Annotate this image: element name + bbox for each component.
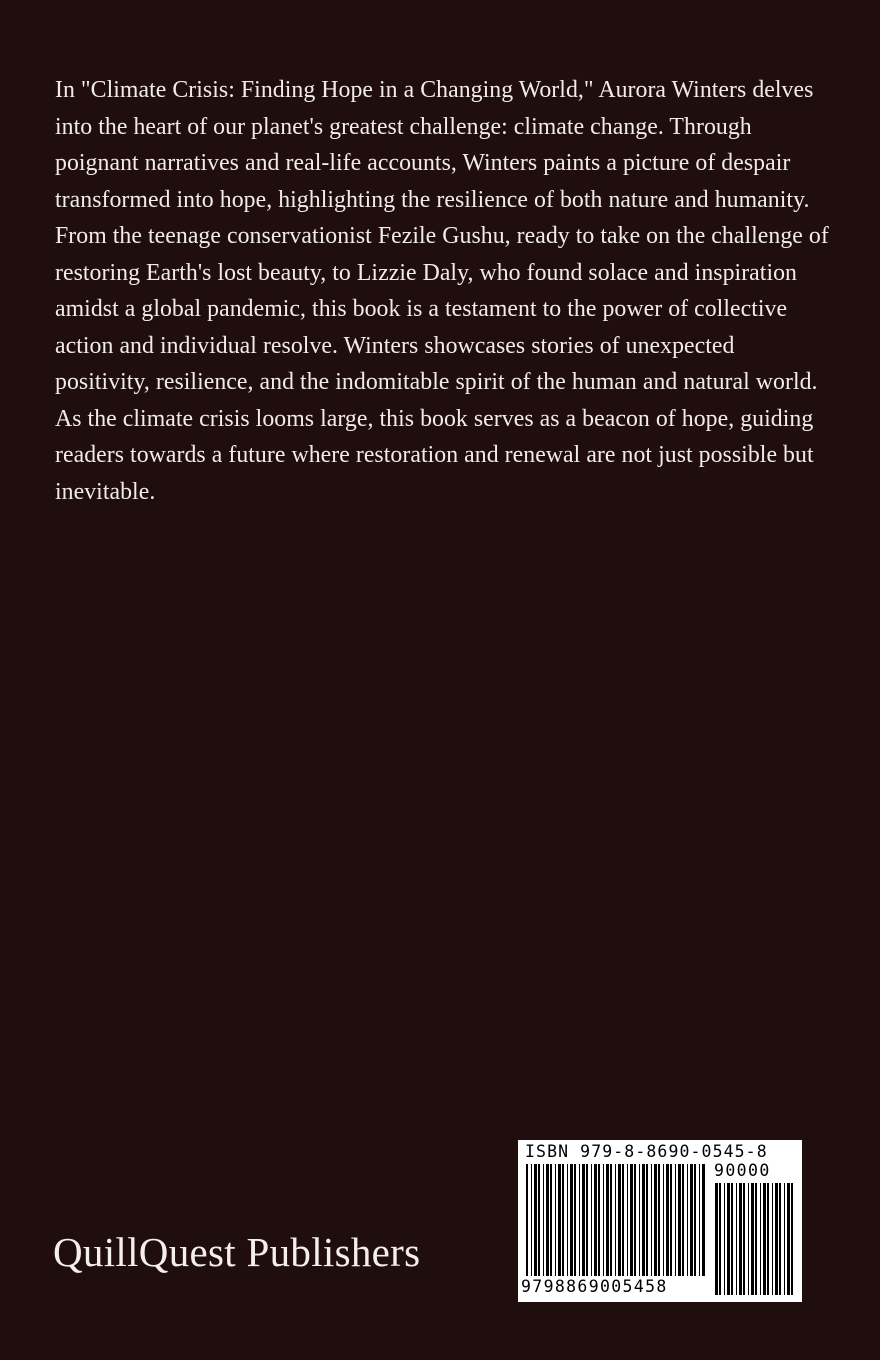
barcode-bar	[594, 1164, 597, 1276]
barcode-bar	[666, 1164, 669, 1276]
addon-bar	[760, 1183, 761, 1295]
barcode-bar	[574, 1164, 576, 1276]
addon-bar	[767, 1183, 769, 1295]
barcode-bar	[678, 1164, 681, 1276]
barcode-bar	[675, 1164, 676, 1276]
barcode-bar	[694, 1164, 696, 1276]
barcode-bar	[558, 1164, 561, 1276]
addon-bar	[719, 1183, 721, 1295]
barcode-bar	[642, 1164, 645, 1276]
barcode-bar	[654, 1164, 657, 1276]
barcode-bar	[567, 1164, 568, 1276]
barcode-bar	[606, 1164, 609, 1276]
publisher-name: QuillQuest Publishers	[53, 1229, 421, 1275]
barcode-bar	[579, 1164, 580, 1276]
barcode-bar	[663, 1164, 664, 1276]
isbn-barcode	[518, 1140, 802, 1302]
barcode-bar	[658, 1164, 660, 1276]
addon-bar	[731, 1183, 733, 1295]
barcode-bar	[702, 1164, 705, 1276]
addon-bar	[779, 1183, 781, 1295]
barcode-bar	[651, 1164, 652, 1276]
addon-bar	[772, 1183, 773, 1295]
addon-bar	[791, 1183, 793, 1295]
barcode-bar	[582, 1164, 585, 1276]
barcode-bar	[618, 1164, 621, 1276]
barcode-bar	[627, 1164, 628, 1276]
barcode-bar	[550, 1164, 552, 1276]
barcode-bar	[546, 1164, 549, 1276]
addon-bar	[775, 1183, 778, 1295]
barcode-bar	[646, 1164, 648, 1276]
barcode-bar	[622, 1164, 624, 1276]
addon-bars	[715, 1183, 793, 1295]
barcode-bar	[543, 1164, 544, 1276]
addon-bar	[787, 1183, 790, 1295]
barcode-bar	[570, 1164, 573, 1276]
barcode-bar	[538, 1164, 540, 1276]
barcode-bar	[526, 1164, 528, 1276]
barcode-bar	[634, 1164, 636, 1276]
addon-bar	[748, 1183, 749, 1295]
ean-bars	[526, 1164, 706, 1276]
addon-bar	[755, 1183, 757, 1295]
addon-bar	[727, 1183, 730, 1295]
barcode-bar	[534, 1164, 537, 1276]
barcode-bar	[687, 1164, 688, 1276]
barcode-bar	[670, 1164, 672, 1276]
isbn-label: ISBN 979-8-8690-0545-8	[525, 1142, 768, 1161]
barcode-bar	[682, 1164, 684, 1276]
barcode-bar	[630, 1164, 633, 1276]
barcode-bar	[531, 1164, 532, 1276]
barcode-digits: 9798869005458	[521, 1277, 668, 1296]
price-addon-code: 90000	[714, 1161, 771, 1180]
addon-bar	[763, 1183, 766, 1295]
addon-bar	[784, 1183, 785, 1295]
barcode-bar	[586, 1164, 588, 1276]
addon-bar	[751, 1183, 754, 1295]
barcode-bar	[699, 1164, 700, 1276]
back-cover-blurb: In "Climate Crisis: Finding Hope in a Changing World," Aurora Winters delves into the heart of our planet's greatest challenge: climate change. Through poignant narratives and real-life accounts, Winters paints a picture of despair transformed into hope, highlighting the resilience of both nature and humanity. From the teenage conservationist Fezile Gushu, ready to take on the challenge of restoring Earth's lost beauty, to Lizzie Daly, who found solace and inspiration amidst a global pandemic, this book is a testament to the power of collective action and individual resolve. Winters showcases stories of unexpected positivity, resilience, and the indomitable spirit of the human and natural world. As the climate crisis looms large, this book serves as a beacon of hope, guiding readers towards a future where restoration and renewal are not just possible but inevitable.	[55, 77, 829, 505]
barcode-bar	[598, 1164, 600, 1276]
barcode-bar	[615, 1164, 616, 1276]
barcode-bar	[555, 1164, 556, 1276]
barcode-bar	[562, 1164, 564, 1276]
barcode-bar	[603, 1164, 604, 1276]
barcode-bar	[639, 1164, 640, 1276]
barcode-bar	[610, 1164, 612, 1276]
barcode-bar	[690, 1164, 693, 1276]
addon-bar	[715, 1183, 718, 1295]
addon-bar	[724, 1183, 725, 1295]
addon-bar	[743, 1183, 745, 1295]
addon-bar	[739, 1183, 742, 1295]
addon-bar	[736, 1183, 737, 1295]
barcode-bar	[591, 1164, 592, 1276]
